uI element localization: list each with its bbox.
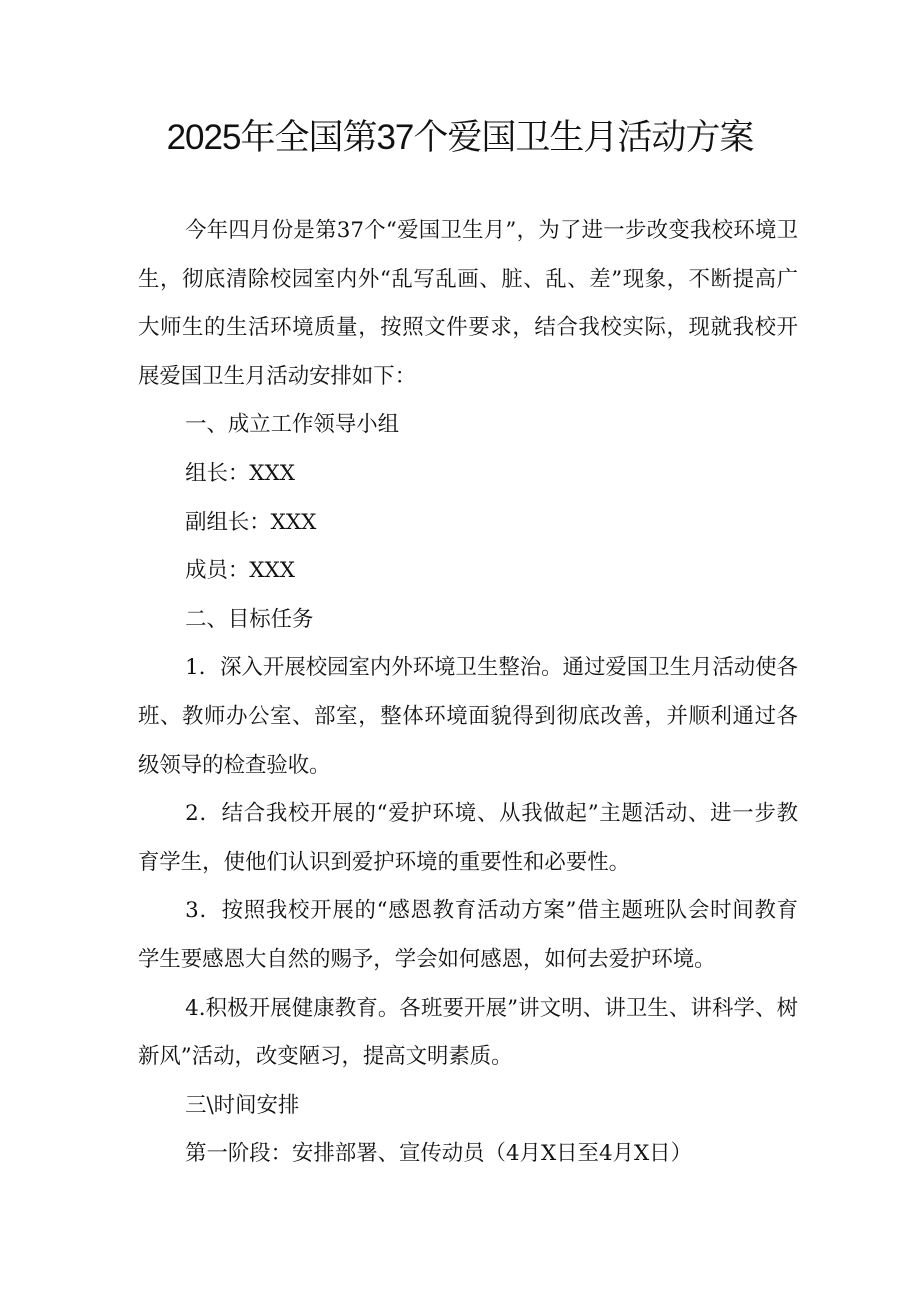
team-leader-line: 组长：XXX <box>185 460 295 486</box>
section-heading-goals: 二、目标任务 <box>185 606 314 632</box>
intro-paragraph: 今年四月份是第37个“爱国卫生月”，为了进一步改变我校环境卫生，彻底清除校园室内外“乱写乱画、脏、乱、差”现象，不断提高广大师生的生活环境质量，按照文件要求，结合我校实际，现就我校开展爱国卫生月活动安排如下： <box>138 218 798 389</box>
schedule-phase-1: 第一阶段：安排部署、宣传动员（4月X日至4月X日） <box>185 1141 692 1167</box>
deputy-leader-line: 副组长：XXX <box>185 509 317 535</box>
goal-item-4: 4.积极开展健康教育。各班要开展”讲文明、讲卫生、讲科学、树新风”活动，改变陋习，提高文明素质。 <box>138 995 798 1070</box>
section-heading-leadership: 一、成立工作领导小组 <box>185 412 399 438</box>
document-title: 2025年全国第37个爱国卫生月活动方案 <box>166 118 754 157</box>
section-heading-schedule: 三\时间安排 <box>185 1092 300 1118</box>
document-body <box>138 207 798 1179</box>
goal-item-1: 1．深入开展校园室内外环境卫生整治。通过爱国卫生月活动使各班、教师办公室、部室，整体环境面貌得到彻底改善，并顺利通过各级领导的检查验收。 <box>138 655 798 778</box>
members-line: 成员：XXX <box>185 558 295 584</box>
goal-item-2: 2．结合我校开展的“爱护环境、从我做起”主题活动、进一步教育学生，使他们认识到爱护环境的重要性和必要性。 <box>138 801 798 875</box>
goal-item-3: 3．按照我校开展的“感恩教育活动方案”借主题班队会时间教育学生要感恩大自然的赐予，学会如何感恩，如何去爱护环境。 <box>138 898 798 972</box>
